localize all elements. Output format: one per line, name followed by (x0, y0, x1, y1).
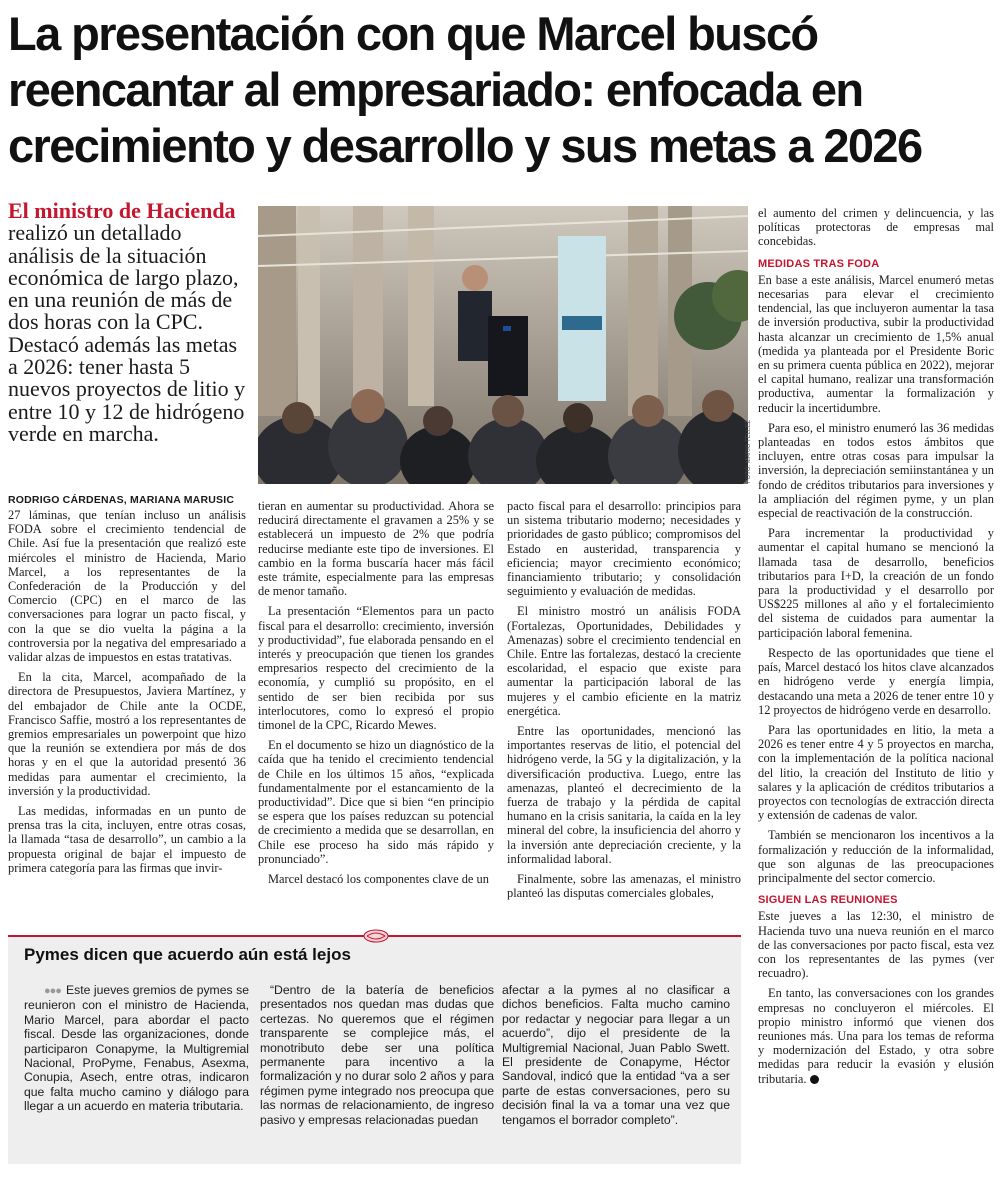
paragraph: En el documento se hizo un diagnóstico de la caída que ha tenido el crecimiento tendencial de Chile en los últimos 15 años, “explicada fundamentalmente por el estancamiento de la productividad”. Dice que si bien “en principio se espera que los países reduzcan su potencial de crecimiento a medida que se desarrollan, en Chile ese proceso ha sido más rápido y pronunciado”. (258, 738, 494, 866)
paragraph: Finalmente, sobre las amenazas, el ministro planteó las disputas comerciales globales, (507, 872, 741, 901)
article-column-4 (758, 206, 994, 1092)
section-heading-reuniones: SIGUEN LAS REUNIONES (758, 894, 898, 907)
paragraph: el aumento del crimen y delincuencia, y las políticas protectoras de empresas mal concebidas. (758, 206, 994, 249)
box-column-2 (260, 983, 494, 1127)
lead-paragraph (8, 200, 248, 445)
paragraph: tieran en aumentar su productividad. Ahora se reducirá directamente el gravamen a 25% y se establecerá un impuesto de 2% que podría reducirse mediante este tipo de inversiones. El cambio en la forma buscaría hacer más fácil este trámite, especialmente para las empresas de menor tamaño. (258, 499, 494, 599)
paragraph-text: Este jueves gremios de pymes se reunieron con el ministro de Hacienda, Mario Marcel, para abordar el pacto fiscal. Desde las organizaciones, donde participaron Conapyme, la Multigremial Nacional, ProPyme, Fenabus, Asexma, Conupia, Asech, entre otras, indicaron que falta mucho camino y diálogo para llegar a un acuerdo en materia tributaria. (24, 983, 249, 1114)
headline: La presentación con que Marcel buscó reencantar al empresariado: enfocada en crecimiento y desarrollo y sus metas a 2026 (8, 7, 922, 172)
end-mark-icon (810, 1075, 819, 1084)
paragraph: Entre las oportunidades, mencionó las importantes reservas de litio, el potencial del hidrógeno verde, la 5G y la digitalización, y la diversificación productiva. Luego, entre las amenazas, planteó el decrecimiento de la fuerza de trabajo y la pérdida de capital humano en la crisis sanitaria, la caída en la ley mineral del cobre, la insuficiencia del ahorro y la inversión ante depreciación creciente, y la informalidad laboral. (507, 724, 741, 866)
article-column-1 (8, 508, 246, 881)
paragraph: 27 láminas, que tenían incluso un análisis FODA sobre el crecimiento tendencial de Chile. Así fue la presentación que realizó este miércoles el ministro de Hacienda, Mario Marcel, a los representantes de la Confederación de la Producción y del Comercio (CPC) en el marco de las conversaciones para lograr un pacto fiscal, y con la que se dio vuelta la página a la controversia por la negativa del empresariado a validar alzas de impuestos en estas tratativas. (8, 508, 246, 665)
paragraph: El ministro mostró un análisis FODA (Fortalezas, Oportunidades, Debilidades y Amenazas) sobre el crecimiento tendencial en Chile. Entre las fortalezas, destacó la creciente escolaridad, el espacio que existe para aumentar la participación laboral de las mujeres y el cambio eficiente en la matriz energética. (507, 604, 741, 718)
article-column-3 (507, 499, 741, 906)
paragraph: También se mencionaron los incentivos a la formalización y reducción de la informalidad, que son algunas de las preocupaciones principalmente del sector comercio. (758, 828, 994, 885)
sidebar-box (8, 935, 741, 1164)
byline: RODRIGO CÁRDENAS, MARIANA MARUSIC (8, 494, 235, 506)
photo-illustration (258, 206, 748, 484)
paragraph: Para incrementar la productividad y aumentar el capital humano se mencionó la llamada tasa de desarrollo, beneficios tributarios para I+D, la creación de un fondo para la productividad y el desarrollo por US$225 millones al año y el fortalecimiento del sistema de cuidados para aumentar la participación laboral femenina. (758, 526, 994, 640)
paragraph-text: En tanto, las conversaciones con los grandes empresas no concluyeron el miércoles. El propio ministro informó que vienen dos reuniones más. Una para los temas de reforma y modernización del Estado, y otra sobre medidas para reducir la evasión y elusión tributaria. (758, 986, 994, 1086)
paragraph: Marcel destacó los componentes clave de un (268, 872, 489, 887)
bullet-dots-icon: ●●● (44, 985, 61, 997)
paragraph: La presentación “Elementos para un pacto fiscal para el desarrollo: crecimiento, inversión y productividad”, fue elaborada pensando en el interés y preocupación que tienen los grandes empresarios respecto del crecimiento de la economía, y cumplió su propósito, en el sentido de ser bien recibida por sus interlocutores, como lo expresó el propio timonel de la CPC, Ricardo Mewes. (258, 604, 494, 733)
box-column-3 (502, 983, 730, 1127)
paragraph: Las medidas, informadas en un punto de prensa tras la cita, incluyen, entre otras cosas, la llamada “tasa de desarrollo”, un cambio a la propuesta original de bajar el impuesto de primera categoría para las firmas que invir- (8, 804, 246, 875)
photo-credit: FOTO: MARIO TÉLLEZ (746, 420, 752, 484)
box-column-1 (24, 983, 249, 1114)
paragraph: En la cita, Marcel, acompañado de la directora de Presupuestos, Javiera Martínez, y del embajador de Chile ante la OCDE, Francisco Saffie, mostró a los representantes de gremios empresariales un powerpoint que hizo que la reunión se extendiera por más de dos horas y en el que la autoridad presentó 36 medidas para aumentar el crecimiento, la inversión y la productividad. (8, 670, 246, 798)
section-heading-medidas: MEDIDAS TRAS FODA (758, 257, 880, 270)
paragraph (758, 986, 994, 1085)
lead-text: realizó un detallado análisis de la situación económica de largo plazo, en una reunión de más de dos horas con la CPC. Destacó además las metas a 2026: tener hasta 5 nuevos proyectos de litio y entre 10 y 12 de hidrógeno verde en marcha. (8, 220, 246, 446)
paragraph: Para las oportunidades en litio, la meta a 2026 es tener entre 4 y 5 proyectos en marcha, con la implementación de la política nacional del litio, la creación del Instituto de litio y salares y la aplicación de créditos tributarios a proyectos con tecnologías de extracción directa y extensión de cadenas de valor. (758, 722, 994, 823)
paragraph: En base a este análisis, Marcel enumeró metas necesarias para elevar el crecimiento tendencial, las que incluyeron aumentar la tasa de inversión productiva, subir la productividad hasta alcanzar un crecimiento de 1,5% anual (medida ya planteada por el Presidente Boric en su primera cuenta pública en 2022), mejorar el capital humano, realizar una transformación productiva, aumentar la formalización y reducir la incertidumbre. (758, 272, 994, 415)
article-photo (258, 206, 748, 484)
article-column-2 (258, 499, 494, 892)
paragraph: Respecto de las oportunidades que tiene el país, Marcel destacó los hitos clave alcanzados en hidrógeno verde y energía limpia, destacando una meta a 2026 de tener entre 10 y 12 proyectos de hidrógeno verde en desarrollo. (758, 645, 994, 717)
paragraph: “Dentro de la batería de beneficios presentados nos quedan mas dudas que certezas. No queremos que el régimen transparente se complejice más, el monotributo debe ser una política permanente para incentivo a la formalización y no durar solo 2 años y para régimen pyme integrado nos preocupa que las normas de relacionamiento, de ingreso pasivo y empresas relacionadas puedan (260, 983, 494, 1127)
paragraph: Para eso, el ministro enumeró las 36 medidas planteadas en todos estos ámbitos que incluyen, entre otras cosas para impulsar la inversión, la depreciación semiinstantánea y un fondo de créditos tributarios para inversiones y la ampliación del régimen pyme, y un plan especial de reactivación de la construcción. (758, 420, 994, 521)
paragraph: afectar a la pymes al no clasificar a dichos beneficios. Falta mucho camino por redactar y negociar para llegar a un acuerdo”, dijo el presidente de la Multigremial Nacional, Juan Pablo Swett. El presidente de Conapyme, Héctor Sandoval, indicó que la entidad “va a ser parte de estas conversaciones, pero su decisión final la va a tomar una vez que tengamos el borrador completo”. (502, 983, 730, 1127)
box-title: Pymes dicen que acuerdo aún está lejos (24, 945, 351, 964)
paragraph (24, 983, 249, 1114)
paragraph: pacto fiscal para el desarrollo: principios para un sistema tributario moderno; necesidades y prioridades de gasto público; compromisos del Estado en austeridad, transparencia y eficiencia; mayor crecimiento económico; financiamiento tributario; y consolidación seguimiento y evaluación de medidas. (507, 499, 741, 599)
paragraph: Este jueves a las 12:30, el ministro de Hacienda tuvo una nueva reunión en el marco de las conversaciones por pacto fiscal, esta vez con los representantes de las pymes (ver recuadro). (758, 909, 994, 981)
decorative-swirl-icon (363, 929, 389, 943)
lead-kicker: El ministro de Hacienda (8, 198, 236, 223)
